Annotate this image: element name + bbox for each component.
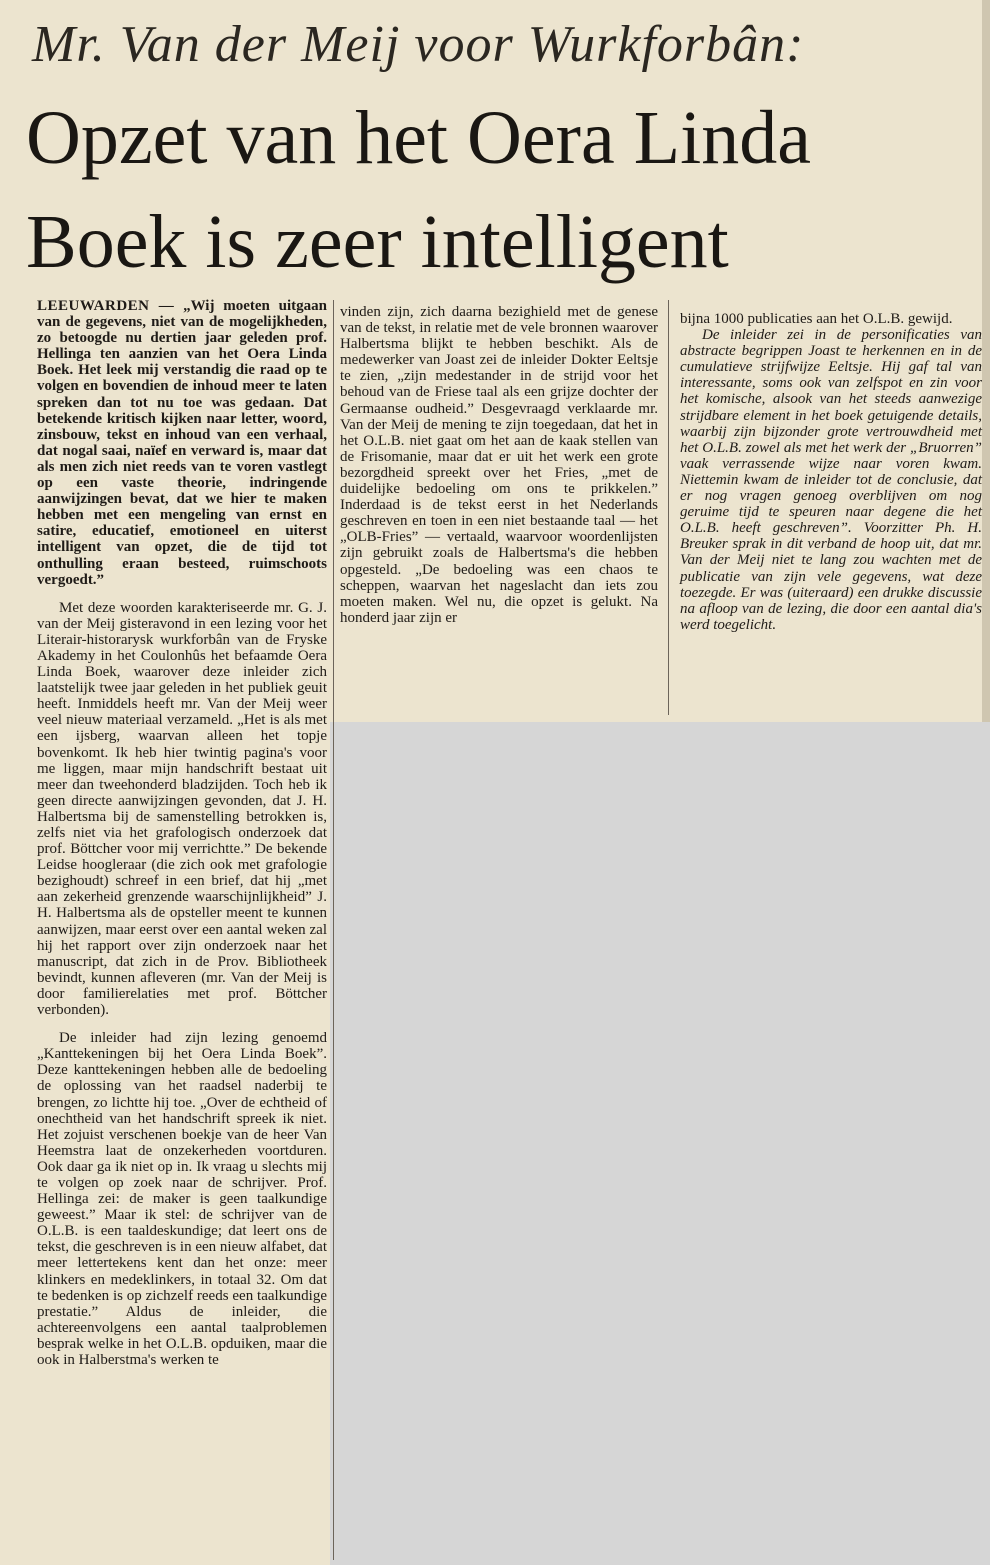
headline-line-2: Boek is zeer intelligent	[26, 200, 729, 284]
kicker: Mr. Van der Meij voor Wurkforbân:	[32, 16, 805, 73]
headline	[26, 86, 966, 294]
paragraph: De inleider zei in de personificaties van abstracte begrippen Joast te herkennen en in de cumulatieve strijfwijze Eeltsje. Hij gaf tal van interessante, soms ook van zelfspot en zin voor het komische, alsook van het steeds aanwezige strijdbare element in het boek getuigende details, waarbij zijn bijzonder grote vertrouwdheid met het O.L.B. zowel als met het werk der „Bruorren” vaak verrassende wijze naar voren kwam. Niettemin kwam de inleider tot de conclusie, dat er nog vragen genoeg overblijven om nog geruime tijd te speuren naar degene die het O.L.B. heeft geschreven”. Voorzitter Ph. H. Breuker sprak in dit verband de hoop uit, dat mr. Van der Meij niet te lang zou wachten met de publicatie van zijn vele gegevens, wat deze toezegde. Er was (uiteraard) een drukke discussie na afloop van de lezing, die door een aantal dia's werd toegelicht.	[680, 327, 982, 633]
paragraph: vinden zijn, zich daarna bezighield met de genese van de tekst, in relatie met de vele bronnen waarover Halbertsma blijkt te hebben beschikt. Als de medewerker van Joast zei de inleider Dokter Eeltsje te zien, „zijn medestander in de strijd voor het behoud van de Friese taal als een grijze dochter der Germaanse oudheid.” Desgevraagd verklaarde mr. Van der Meij de mening te zijn toegedaan, dat het in het O.L.B. niet gaat om het aan de kaak stellen van de Frisomanie, maar dat er uit het werk een grote bezorgdheid spreekt over het Fries, „met de duidelijke bedoeling om ons te prikkelen.” Inderdaad is de tekst eerst in het Nederlands geschreven en toen in een niet bestaande taal — het „OLB-Fries” — vertaald, waarvoor woordenlijsten zijn gebruikt zoals de Halbertsma's die hebben opgesteld. „De bedoeling was een chaos te scheppen, waarvan het nageslacht dan iets zou moeten maken. Wel nu, die opzet is gelukt. Na honderd jaar zijn er	[340, 304, 658, 626]
paragraph: Met deze woorden karakteriseerde mr. G. J. van der Meij gisteravond in een lezing voor het Literair-historarysk wurkforbân van de Fryske Akademy in het Coulonhûs het befaamde Oera Linda Boek, waarover deze inleider zich laatstelijk twee jaar geleden in het publiek geuit heeft. Inmiddels heeft mr. Van der Meij weer veel nieuw materiaal verzameld. „Het is als met een ijsberg, waarvan alleen het topje bovenkomt. Ik heb hier twintig pagina's voor me liggen, maar mijn handschrift bestaat uit meer dan tweehonderd bladzijden. Toch heb ik geen directe aanwijzingen gevonden, dat J. H. Halbertsma bij de samenstelling betrokken is, zelfs niet via het grafologisch onderzoek dat prof. Böttcher voor mij verrichtte.” De bekende Leidse hoogleraar (die zich ook met grafologie bezighoudt) schreef in een brief, dat hij „met aan zekerheid grenzende waarschijnlijkheid” J. H. Halbertsma als de opsteller meent te kunnen aanwijzen, maar eerst over een aantal weken zal hij het rapport over zijn onderzoek naar het manuscript, dat zich in de Prov. Bibliotheek bevindt, kunnen afleveren (mr. Van der Meij is door familierelaties met prof. Böttcher verbonden).	[37, 599, 327, 1019]
article-column-2	[340, 304, 658, 626]
lead-paragraph	[37, 298, 327, 588]
headline-line-1: Opzet van het Oera Linda	[26, 96, 811, 180]
article-column-3	[680, 311, 982, 633]
paragraph: De inleider had zijn lezing genoemd „Kanttekeningen bij het Oera Linda Boek”. Deze kanttekeningen hebben alle de bedoeling de oplossing van het raadsel naderbij te brengen, zo lichtte hij toe. „Over de echtheid of onechtheid van het handschrift spreek ik niet. Het zojuist verschenen boekje van de heer Van Heemstra laat de onzekerheden voortduren. Ook daar ga ik niet op in. Ik vraag u slechts mij te volgen op zoek naar de schrijver. Prof. Hellinga zei: de maker is geen taalkundige geweest.” Maar ik stel: de schrijver van de O.L.B. is een taaldeskundige; dat leert ons de tekst, die geschreven is in een nieuw alfabet, dat meer lettertekens kent dan het onze: meer klinkers en medeklinkers, in totaal 32. Om dat te bedenken is op zichzelf reeds een taalkundige prestatie.” Aldus de inleider, die achtereenvolgens een aantal taalproblemen besprak welke in het O.L.B. opduiken, maar die ook in Halberstma's werken te	[37, 1030, 327, 1368]
article-column-1	[37, 298, 327, 1368]
column-rule-1	[333, 300, 334, 1560]
column-rule-2	[668, 300, 669, 715]
dateline: LEEUWARDEN —	[37, 298, 175, 314]
clipping-edge	[982, 0, 990, 722]
paragraph: bijna 1000 publicaties aan het O.L.B. gewijd.	[680, 311, 953, 327]
lead-text: „Wij moeten uitgaan van de gegevens, niet van de mogelijkheden, zo betoogde nu dertien jaar geleden prof. Hellinga ten aanzien van het Oera Linda Boek. Het leek mij verstandig die raad op te volgen en bovendien de inhoud meer te laten spreken dan tot nu toe was gedaan. Dat betekende kritisch kijken naar letter, woord, zinsbouw, tekst en inhoud van een verhaal, dat nogal saai, naïef en verward is, maar dat als men zich niet reeds van te voren vastlegt op een vaste theorie, indringende aanwijzingen bevat, dat we hier te maken hebben met een mengeling van ernst en satire, educatief, emotioneel en uiterst intelligent van opzet, die de tijd tot onthulling eraan besteed, ruimschoots vergoedt.”	[37, 298, 328, 588]
